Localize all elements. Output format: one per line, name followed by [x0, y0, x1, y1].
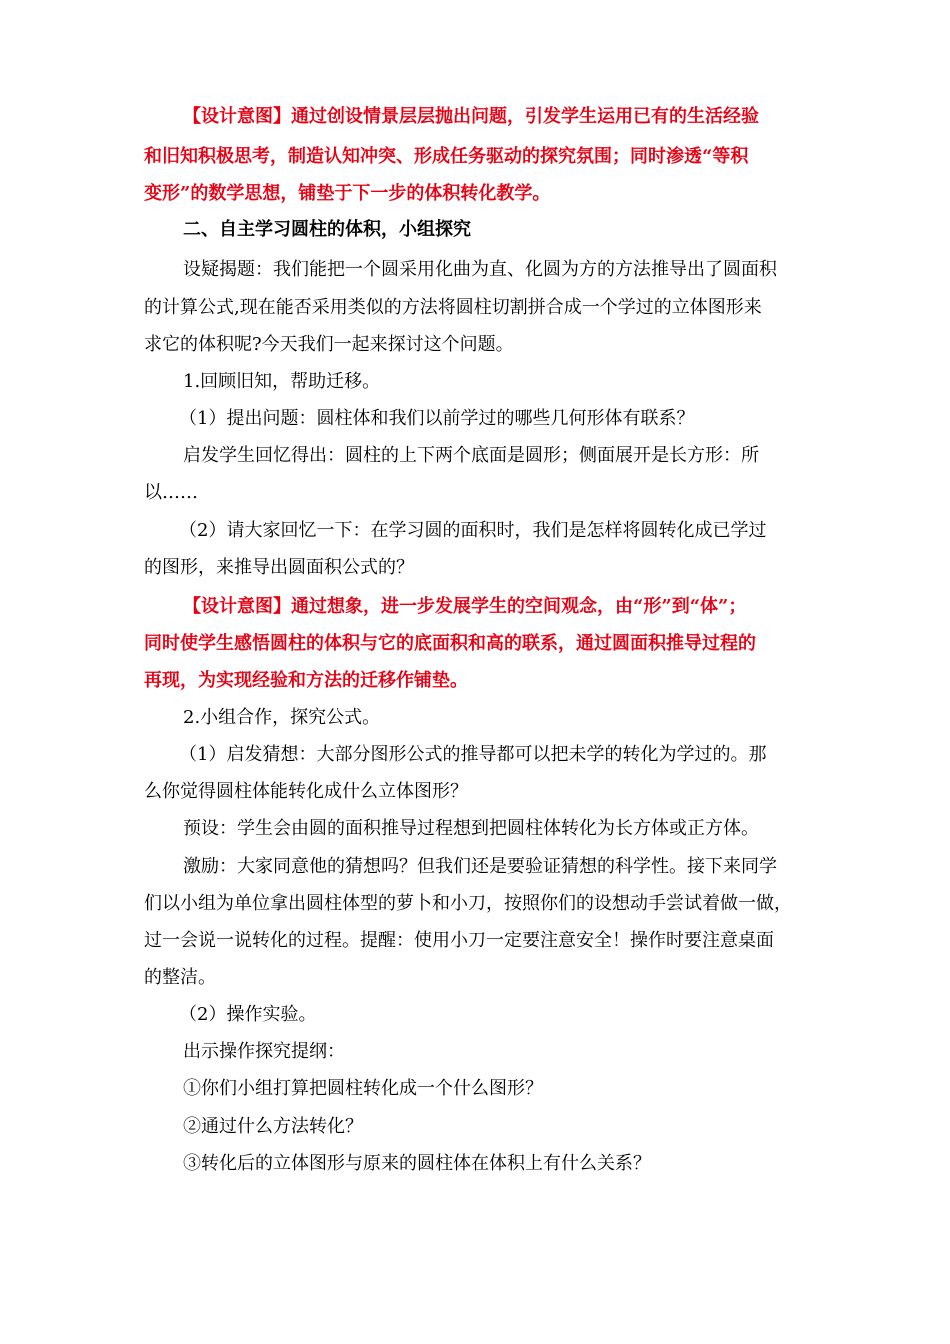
paragraph-line: 以……	[144, 482, 198, 503]
design-intent-line: 【设计意图】通过创设情景层层抛出问题，引发学生运用已有的生活经验	[183, 106, 759, 127]
paragraph-line: 1.回顾旧知，帮助迁移。	[183, 371, 381, 392]
paragraph-line: 出示操作探究提纲：	[183, 1041, 345, 1062]
design-intent-line: 【设计意图】通过想象，进一步发展学生的空间观念，由“形”到“体”；	[183, 596, 747, 617]
paragraph-line: 的计算公式,现在能否采用类似的方法将圆柱切割拼合成一个学过的立体图形来	[144, 297, 762, 318]
paragraph-line: （2）操作实验。	[179, 1004, 317, 1025]
paragraph-line: 过一会说一说转化的过程。提醒：使用小刀一定要注意安全！操作时要注意桌面	[144, 930, 774, 951]
paragraph-line: （1）启发猜想：大部分图形公式的推导都可以把未学的转化为学过的。那	[179, 744, 767, 765]
paragraph-line: 的整洁。	[144, 967, 216, 988]
paragraph-line: 们以小组为单位拿出圆柱体型的萝卜和小刀，按照你们的设想动手尝试着做一做，	[144, 893, 792, 914]
paragraph-line: 么你觉得圆柱体能转化成什么立体图形？	[144, 781, 468, 802]
paragraph-line: （1）提出问题：圆柱体和我们以前学过的哪些几何形体有联系？	[179, 408, 695, 429]
section-heading: 二、自主学习圆柱的体积，小组探究	[183, 219, 471, 240]
list-item: ②通过什么方法转化？	[183, 1116, 363, 1137]
design-intent-line: 同时使学生感悟圆柱的体积与它的底面积和高的联系，通过圆面积推导过程的	[144, 633, 756, 654]
list-item: ①你们小组打算把圆柱转化成一个什么图形？	[183, 1078, 543, 1099]
design-intent-line: 和旧知积极思考，制造认知冲突、形成任务驱动的探究氛围；同时渗透“等积	[144, 146, 749, 167]
design-intent-line: 再现，为实现经验和方法的迁移作铺垫。	[144, 670, 468, 691]
design-intent-line: 变形”的数学思想，铺垫于下一步的体积转化教学。	[144, 183, 551, 204]
list-item: ③转化后的立体图形与原来的圆柱体在体积上有什么关系？	[183, 1153, 651, 1174]
paragraph-line: （2）请大家回忆一下：在学习圆的面积时，我们是怎样将圆转化成已学过	[179, 520, 767, 541]
paragraph-line: 的图形，来推导出圆面积公式的？	[144, 557, 414, 578]
paragraph-line: 预设：学生会由圆的面积推导过程想到把圆柱体转化为长方体或正方体。	[183, 818, 759, 839]
paragraph-line: 激励：大家同意他的猜想吗？但我们还是要验证猜想的科学性。接下来同学	[183, 856, 777, 877]
paragraph-line: 求它的体积呢?今天我们一起来探讨这个问题。	[144, 334, 514, 355]
paragraph-line: 启发学生回忆得出：圆柱的上下两个底面是圆形；侧面展开是长方形：所	[183, 445, 759, 466]
paragraph-line: 2.小组合作，探究公式。	[183, 707, 381, 728]
paragraph-line: 设疑揭题：我们能把一个圆采用化曲为直、化圆为方的方法推导出了圆面积	[183, 259, 777, 280]
